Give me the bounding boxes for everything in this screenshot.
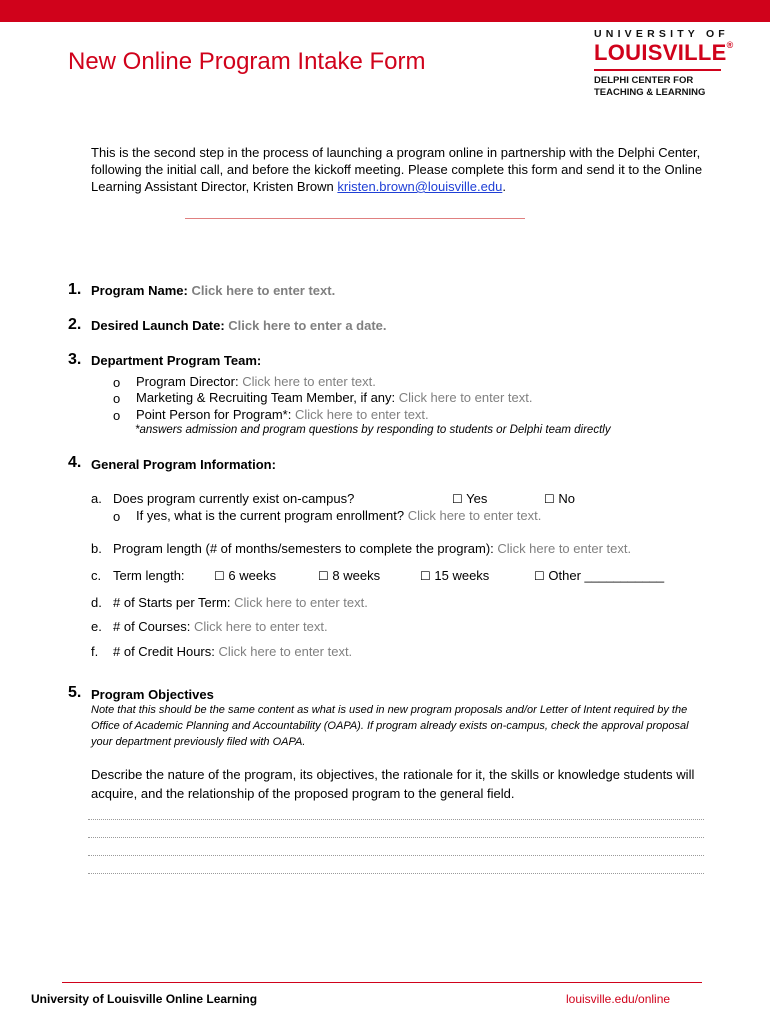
logo-university-of: UNIVERSITY OF: [594, 28, 729, 40]
courses-label: # of Courses:: [113, 619, 191, 634]
term-15-weeks-label: 15 weeks: [434, 568, 490, 583]
point-person-note: *answers admission and program questions by responding to students or Delphi team directly: [135, 424, 611, 436]
term-other-label: Other ___________: [548, 568, 665, 583]
program-length-label: Program length (# of months/semesters to complete the program):: [113, 541, 494, 556]
form-title: New Online Program Intake Form: [68, 48, 426, 75]
top-red-bar: [0, 0, 770, 22]
logo-louisville: [594, 40, 734, 66]
term-6-weeks-option[interactable]: [214, 568, 276, 583]
logo-registered-mark: ®: [726, 40, 734, 50]
section-divider: [185, 218, 525, 219]
program-director-field[interactable]: Click here to enter text.: [242, 374, 376, 389]
yes-option[interactable]: [452, 491, 487, 506]
credit-hours-line: [113, 644, 352, 659]
program-length-line: [113, 541, 631, 556]
term-15-weeks-checkbox[interactable]: ☐: [420, 569, 431, 583]
program-director-line: [136, 374, 376, 389]
term-other-option[interactable]: [534, 568, 664, 583]
q1-label: Program Name:: [91, 283, 188, 298]
q4d-marker: d.: [91, 595, 102, 610]
starts-per-term-line: [113, 595, 368, 610]
bullet-marker: o: [113, 391, 121, 406]
logo-teaching-learning: TEACHING & LEARNING: [594, 87, 706, 98]
enrollment-line: [136, 508, 541, 523]
logo-delphi-center: DELPHI CENTER FOR: [594, 75, 694, 86]
q4a-marker: a.: [91, 491, 102, 506]
no-label: No: [558, 491, 576, 506]
answer-line[interactable]: [88, 873, 704, 874]
answer-line[interactable]: [88, 837, 704, 838]
q4f-marker: f.: [91, 644, 99, 659]
point-person-label: Point Person for Program*:: [136, 407, 292, 422]
q3-number: 3.: [68, 351, 82, 368]
q5-number: 5.: [68, 684, 82, 701]
footer-website-link[interactable]: louisville.edu/online: [566, 992, 671, 1006]
logo-louisville-text: LOUISVILLE: [594, 40, 727, 65]
q4b-marker: b.: [91, 541, 102, 556]
intro-end: .: [502, 179, 506, 194]
logo-rule: [594, 69, 721, 71]
q5-describe: Describe the nature of the program, its objectives, the rationale for it, the skills or knowledge students will acquire, and the relationship of the proposed program to the general field.: [91, 767, 695, 801]
q2-label: Desired Launch Date:: [91, 318, 225, 333]
footer-rule: [62, 982, 702, 983]
program-name-field[interactable]: Click here to enter text.: [191, 283, 336, 298]
intro-paragraph: [91, 144, 711, 195]
q4c-marker: c.: [91, 568, 102, 583]
q2-line: [91, 318, 387, 333]
university-logo: [594, 28, 734, 99]
bullet-marker: o: [113, 375, 121, 390]
q4a-question: Does program currently exist on-campus?: [113, 491, 355, 506]
bullet-marker: o: [113, 509, 121, 524]
yes-label: Yes: [466, 491, 488, 506]
yes-checkbox[interactable]: ☐: [452, 492, 463, 506]
enrollment-label: If yes, what is the current program enrollment?: [136, 508, 405, 523]
no-checkbox[interactable]: ☐: [544, 492, 555, 506]
q2-number: 2.: [68, 316, 82, 333]
q1-number: 1.: [68, 281, 82, 298]
q4-number: 4.: [68, 454, 82, 471]
point-person-field[interactable]: Click here to enter text.: [294, 407, 429, 422]
q5-note: Note that this should be the same content as what is used in new program proposals and/or Letter of Intent required by the Office of Academic Planning and Accountability (OAPA). If program already exists on-campus, check the approval proposal your department previously filed with OAPA.: [91, 704, 689, 748]
q5-label: Program Objectives: [91, 687, 214, 702]
launch-date-field[interactable]: Click here to enter a date.: [228, 318, 387, 333]
term-6-weeks-label: 6 weeks: [228, 568, 277, 583]
term-6-weeks-checkbox[interactable]: ☐: [214, 569, 225, 583]
credit-hours-label: # of Credit Hours:: [113, 644, 215, 659]
term-other-checkbox[interactable]: ☐: [534, 569, 545, 583]
footer-organization: University of Louisville Online Learning: [31, 992, 258, 1006]
marketing-member-line: [136, 390, 532, 405]
term-15-weeks-option[interactable]: [420, 568, 489, 583]
program-director-label: Program Director:: [136, 374, 239, 389]
bullet-marker: o: [113, 408, 121, 423]
term-length-label: Term length:: [113, 568, 185, 583]
credit-hours-field[interactable]: Click here to enter text.: [218, 644, 353, 659]
term-8-weeks-option[interactable]: [318, 568, 380, 583]
answer-line[interactable]: [88, 855, 704, 856]
starts-per-term-field[interactable]: Click here to enter text.: [234, 595, 368, 610]
term-8-weeks-label: 8 weeks: [332, 568, 381, 583]
program-length-field[interactable]: Click here to enter text.: [497, 541, 632, 556]
q1-line: [91, 283, 335, 298]
marketing-member-label: Marketing & Recruiting Team Member, if any:: [136, 390, 396, 405]
courses-line: [113, 619, 328, 634]
marketing-member-field[interactable]: Click here to enter text.: [398, 390, 533, 405]
q4-label: General Program Information:: [91, 457, 276, 472]
intro-text: This is the second step in the process of launching a program online in partnership with the Delphi Center, following the initial call, and before the kickoff meeting. Please complete this form and send it to the Online Learning Assistant Director, Kristen Brown: [91, 145, 703, 194]
answer-line[interactable]: [88, 819, 704, 820]
enrollment-field[interactable]: Click here to enter text.: [407, 508, 542, 523]
courses-field[interactable]: Click here to enter text.: [193, 619, 328, 634]
q4e-marker: e.: [91, 619, 102, 634]
term-8-weeks-checkbox[interactable]: ☐: [318, 569, 329, 583]
email-link[interactable]: kristen.brown@louisville.edu: [337, 179, 503, 194]
q3-label: Department Program Team:: [91, 353, 262, 368]
no-option[interactable]: [544, 491, 575, 506]
starts-per-term-label: # of Starts per Term:: [113, 595, 231, 610]
point-person-line: [136, 407, 429, 422]
